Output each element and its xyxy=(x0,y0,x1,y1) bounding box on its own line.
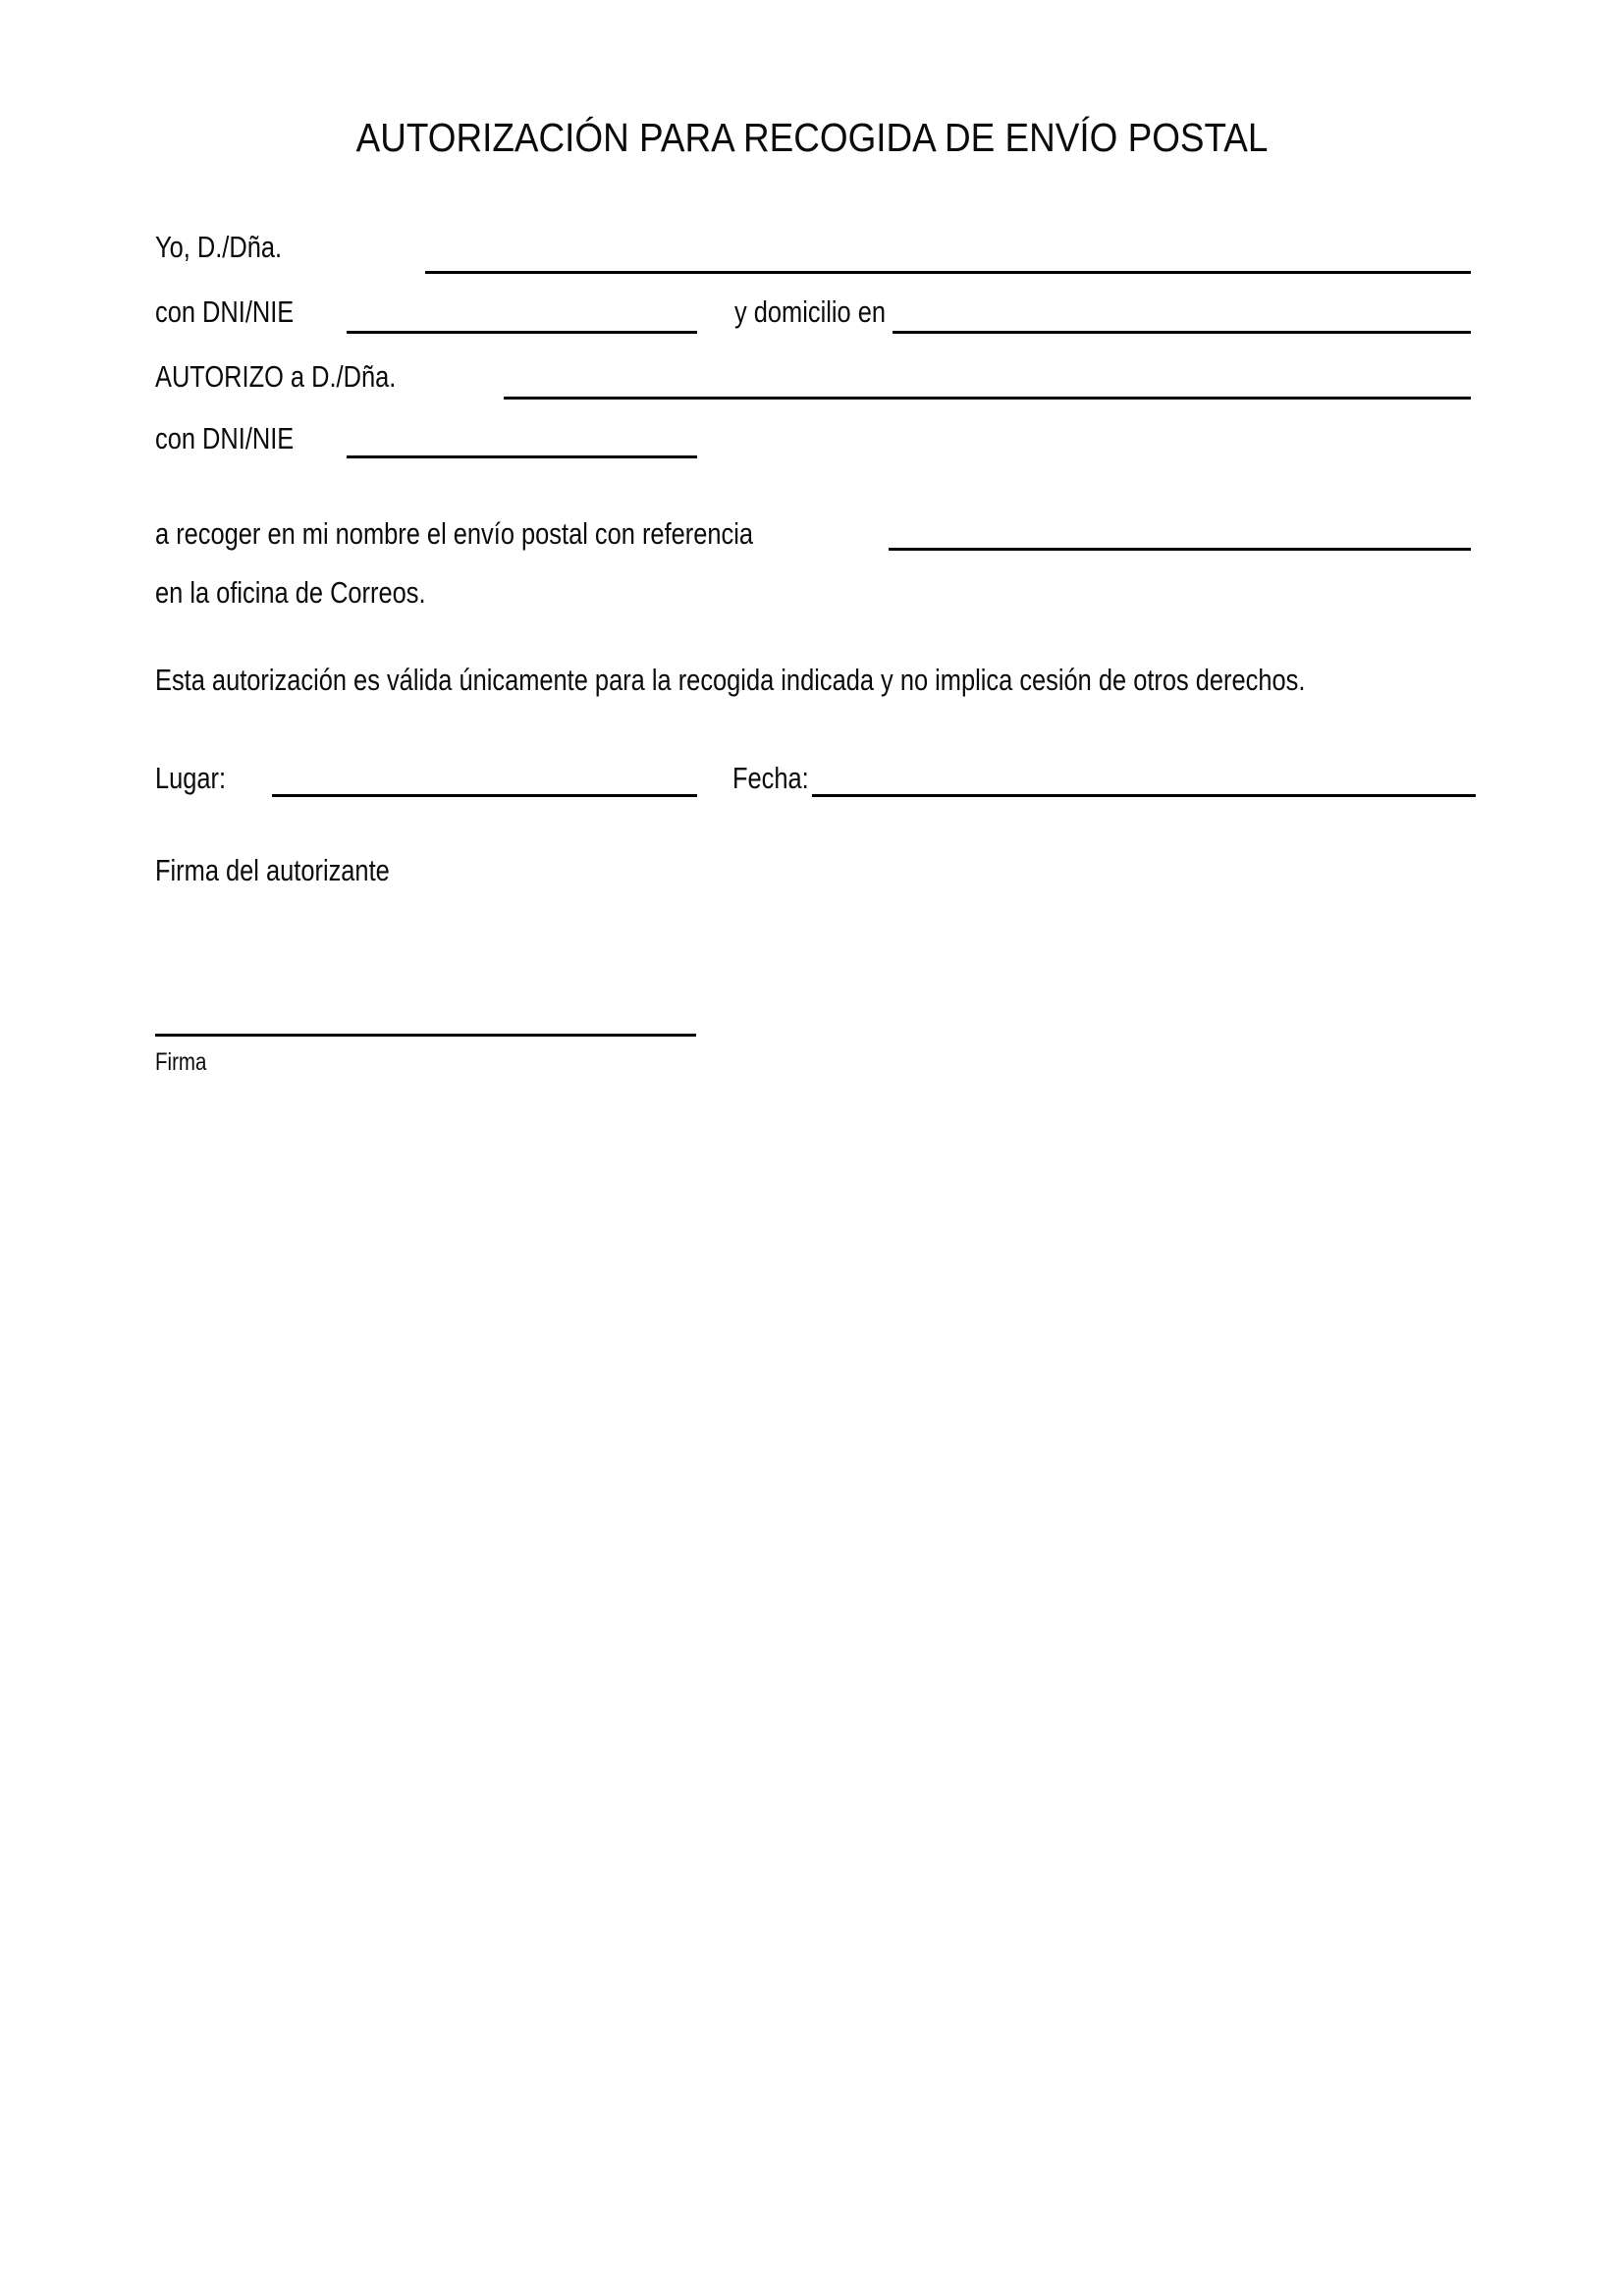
authorizer-dni-label: con DNI/NIE xyxy=(155,294,295,329)
authorizer-name-label: Yo, D./Dña. xyxy=(155,230,283,264)
place-label: Lugar: xyxy=(155,761,227,795)
place-field[interactable] xyxy=(272,759,697,797)
authorizer-dni-field[interactable] xyxy=(347,295,697,334)
authorized-person-dni-field[interactable] xyxy=(347,420,697,458)
authorizer-name-field[interactable] xyxy=(425,236,1471,274)
signature-field[interactable] xyxy=(155,998,696,1037)
date-field[interactable] xyxy=(812,759,1476,797)
authorized-person-label: AUTORIZO a D./Dña. xyxy=(155,359,397,394)
signature-caption: Firma xyxy=(155,1048,207,1076)
post-office-label: en la oficina de Correos. xyxy=(155,575,426,610)
authorized-person-dni-label: con DNI/NIE xyxy=(155,421,295,455)
page-title-text: AUTORIZACIÓN PARA RECOGIDA DE ENVÍO POSTAL xyxy=(355,115,1269,160)
authorizer-address-label: y domicilio en xyxy=(734,294,887,329)
shipment-reference-label: a recoger en mi nombre el envío postal con referencia xyxy=(155,516,754,551)
page-title xyxy=(0,115,1624,160)
validity-note: Esta autorización es válida únicamente para la recogida indicada y no implica cesión de otros derechos. xyxy=(155,663,1306,697)
authorized-person-name-field[interactable] xyxy=(504,361,1471,400)
authorizer-address-field[interactable] xyxy=(893,295,1471,334)
signature-section-heading: Firma del autorizante xyxy=(155,853,390,887)
shipment-reference-field[interactable] xyxy=(889,512,1471,551)
date-label: Fecha: xyxy=(732,761,809,795)
